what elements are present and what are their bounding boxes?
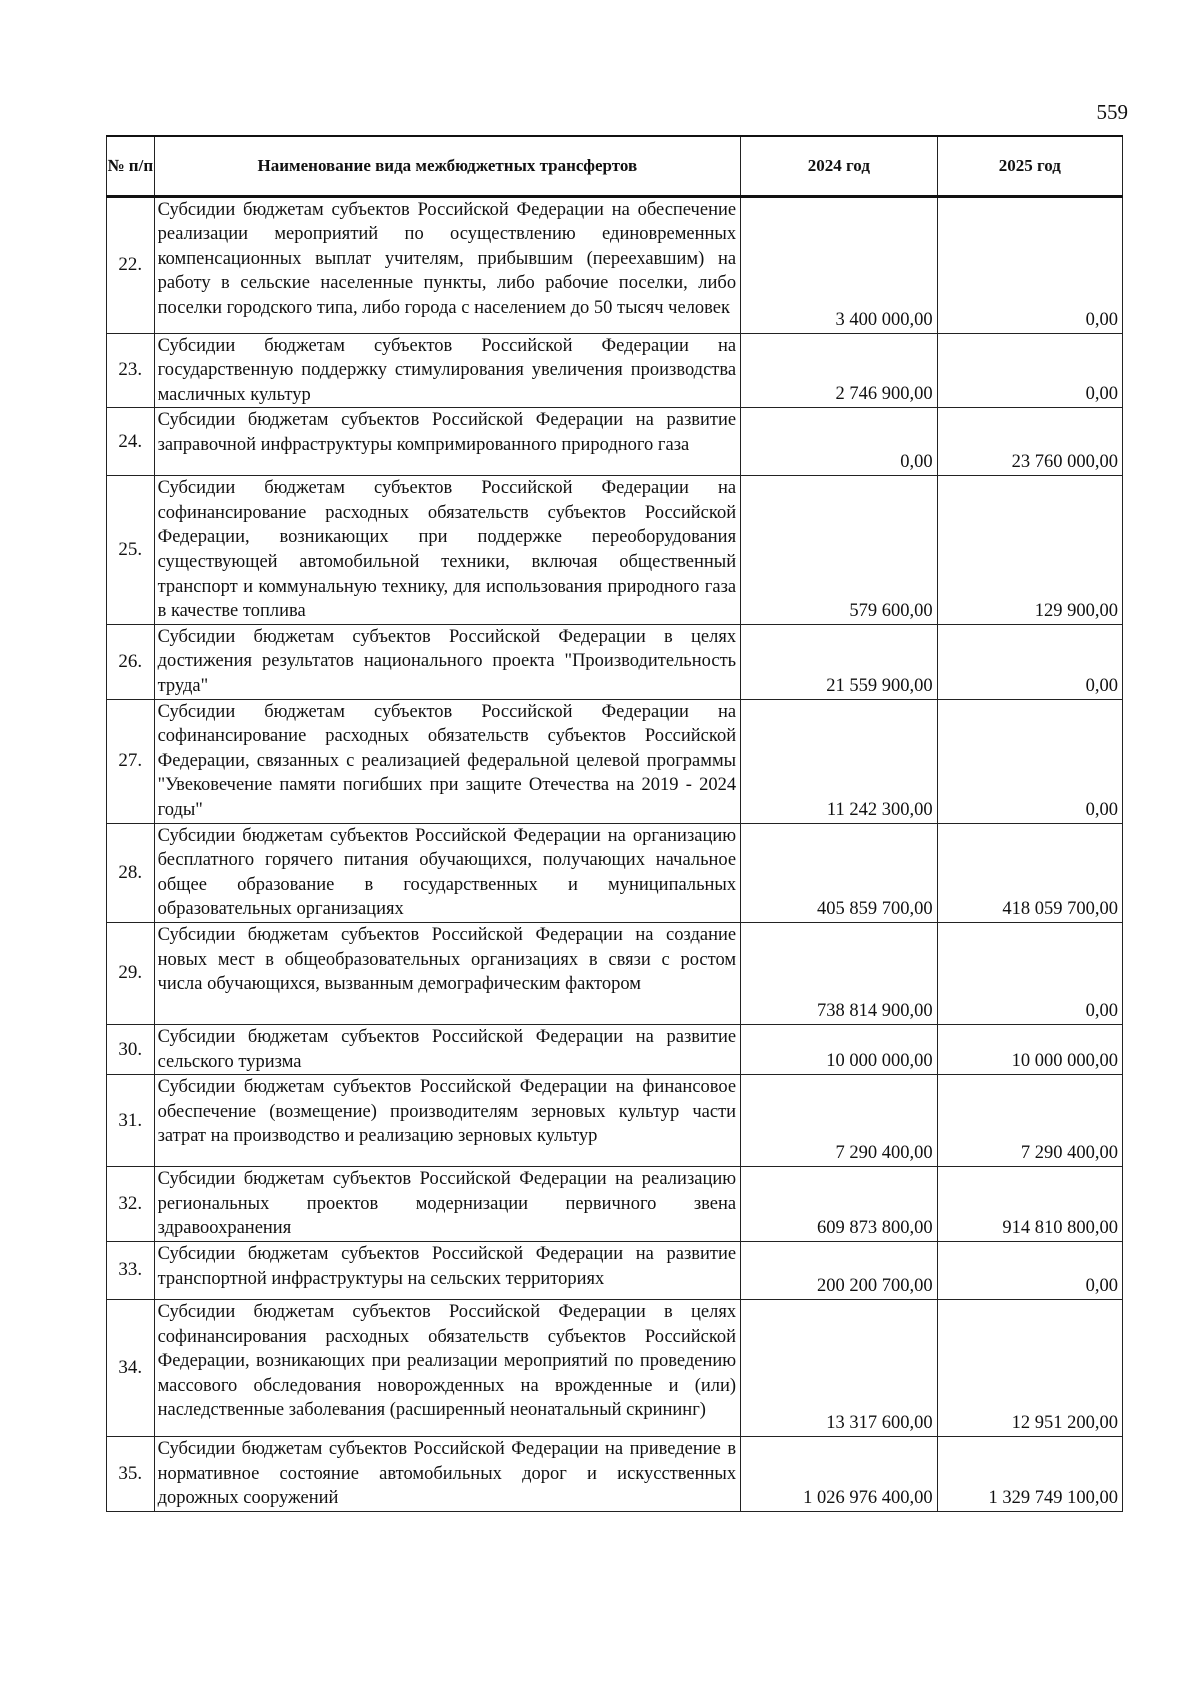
transfer-name: Субсидии бюджетам субъектов Российской Федерации на государственную поддержку стимулирования увеличения производства масличных культур bbox=[154, 333, 741, 408]
table-row bbox=[107, 476, 1123, 625]
amount-2025: 0,00 bbox=[937, 333, 1122, 408]
table-row bbox=[107, 624, 1123, 699]
row-number: 27. bbox=[107, 699, 155, 823]
amount-2025: 7 290 400,00 bbox=[937, 1075, 1122, 1167]
table-row bbox=[107, 333, 1123, 408]
table-row bbox=[107, 1024, 1123, 1074]
row-number: 30. bbox=[107, 1024, 155, 1074]
table-body bbox=[107, 196, 1123, 1511]
amount-2025: 914 810 800,00 bbox=[937, 1167, 1122, 1242]
amount-2024: 11 242 300,00 bbox=[741, 699, 938, 823]
header-number bbox=[107, 136, 155, 196]
amount-2024: 1 026 976 400,00 bbox=[741, 1436, 938, 1511]
amount-2025: 10 000 000,00 bbox=[937, 1024, 1122, 1074]
transfer-name: Субсидии бюджетам субъектов Российской Федерации на софинансирование расходных обязательств субъектов Российской Федерации, возникающих при поддержке переоборудования существующей автомобильной техники, включая общественный транспорт и коммунальную технику, для использования природного газа в качестве топлива bbox=[154, 476, 741, 625]
amount-2025: 418 059 700,00 bbox=[937, 823, 1122, 922]
amount-2024: 3 400 000,00 bbox=[741, 196, 938, 333]
row-number: 22. bbox=[107, 196, 155, 333]
amount-2025: 23 760 000,00 bbox=[937, 408, 1122, 476]
row-number: 24. bbox=[107, 408, 155, 476]
transfer-name: Субсидии бюджетам субъектов Российской Федерации на обеспечение реализации мероприятий по осуществлению единовременных компенсационных выплат учителям, прибывшим (переехавшим) на работу в сельские населенные пункты, либо рабочие поселки, либо поселки городского типа, либо города с населением до 50 тысяч человек bbox=[154, 196, 741, 333]
amount-2024: 200 200 700,00 bbox=[741, 1241, 938, 1299]
row-number: 23. bbox=[107, 333, 155, 408]
amount-2024: 405 859 700,00 bbox=[741, 823, 938, 922]
transfer-name: Субсидии бюджетам субъектов Российской Федерации на софинансирование расходных обязательств субъектов Российской Федерации, связанных с реализацией федеральной целевой программы "Увековечение памяти погибших при защите Отечества на 2019 - 2024 годы" bbox=[154, 699, 741, 823]
transfer-name: Субсидии бюджетам субъектов Российской Федерации в целях достижения результатов национального проекта "Производительность труда" bbox=[154, 624, 741, 699]
amount-2025: 0,00 bbox=[937, 699, 1122, 823]
row-number: 28. bbox=[107, 823, 155, 922]
amount-2024: 10 000 000,00 bbox=[741, 1024, 938, 1074]
amount-2024: 0,00 bbox=[741, 408, 938, 476]
transfers-table bbox=[106, 135, 1123, 1512]
table-row bbox=[107, 408, 1123, 476]
amount-2025: 129 900,00 bbox=[937, 476, 1122, 625]
table-row bbox=[107, 699, 1123, 823]
transfer-name: Субсидии бюджетам субъектов Российской Федерации на организацию бесплатного горячего питания обучающихся, получающих начальное общее образование в государственных и муниципальных образовательных организациях bbox=[154, 823, 741, 922]
transfer-name: Субсидии бюджетам субъектов Российской Федерации на создание новых мест в общеобразовательных организациях в связи с ростом числа обучающихся, вызванным демографическим фактором bbox=[154, 922, 741, 1024]
amount-2024: 579 600,00 bbox=[741, 476, 938, 625]
amount-2024: 13 317 600,00 bbox=[741, 1299, 938, 1436]
transfer-name: Субсидии бюджетам субъектов Российской Федерации на приведение в нормативное состояние автомобильных дорог и искусственных дорожных сооружений bbox=[154, 1436, 741, 1511]
transfer-name: Субсидии бюджетам субъектов Российской Федерации на развитие заправочной инфраструктуры компримированного природного газа bbox=[154, 408, 741, 476]
amount-2024: 738 814 900,00 bbox=[741, 922, 938, 1024]
header-name: Наименование вида межбюджетных трансфертов bbox=[154, 136, 741, 196]
table-row bbox=[107, 1241, 1123, 1299]
amount-2025: 1 329 749 100,00 bbox=[937, 1436, 1122, 1511]
amount-2025: 0,00 bbox=[937, 922, 1122, 1024]
table-row bbox=[107, 823, 1123, 922]
page-number: 559 bbox=[1096, 100, 1128, 124]
table-row bbox=[107, 922, 1123, 1024]
header-year-2025: 2025 год bbox=[937, 136, 1122, 196]
transfer-name: Субсидии бюджетам субъектов Российской Федерации на развитие сельского туризма bbox=[154, 1024, 741, 1074]
row-number: 34. bbox=[107, 1299, 155, 1436]
table-row bbox=[107, 1436, 1123, 1511]
table-header-row bbox=[107, 136, 1123, 196]
row-number: 35. bbox=[107, 1436, 155, 1511]
table-row bbox=[107, 196, 1123, 333]
header-year-2024: 2024 год bbox=[741, 136, 938, 196]
amount-2024: 609 873 800,00 bbox=[741, 1167, 938, 1242]
transfer-name: Субсидии бюджетам субъектов Российской Федерации в целях софинансирования расходных обязательств субъектов Российской Федерации, возникающих при реализации мероприятий по проведению массового обследования новорожденных на врожденные и (или) наследственные заболевания (расширенный неонатальный скрининг) bbox=[154, 1299, 741, 1436]
row-number: 29. bbox=[107, 922, 155, 1024]
table-row bbox=[107, 1167, 1123, 1242]
amount-2025: 0,00 bbox=[937, 624, 1122, 699]
transfer-name: Субсидии бюджетам субъектов Российской Федерации на реализацию региональных проектов модернизации первичного звена здравоохранения bbox=[154, 1167, 741, 1242]
transfer-name: Субсидии бюджетам субъектов Российской Федерации на развитие транспортной инфраструктуры на сельских территориях bbox=[154, 1241, 741, 1299]
amount-2025: 12 951 200,00 bbox=[937, 1299, 1122, 1436]
row-number: 32. bbox=[107, 1167, 155, 1242]
amount-2024: 21 559 900,00 bbox=[741, 624, 938, 699]
row-number: 33. bbox=[107, 1241, 155, 1299]
amount-2024: 7 290 400,00 bbox=[741, 1075, 938, 1167]
table-row bbox=[107, 1299, 1123, 1436]
row-number: 25. bbox=[107, 476, 155, 625]
row-number: 26. bbox=[107, 624, 155, 699]
header-number-label: № п/п bbox=[107, 155, 154, 175]
transfer-name: Субсидии бюджетам субъектов Российской Федерации на финансовое обеспечение (возмещение) производителям зерновых культур части затрат на производство и реализацию зерновых культур bbox=[154, 1075, 741, 1167]
table-row bbox=[107, 1075, 1123, 1167]
amount-2025: 0,00 bbox=[937, 196, 1122, 333]
row-number: 31. bbox=[107, 1075, 155, 1167]
amount-2024: 2 746 900,00 bbox=[741, 333, 938, 408]
amount-2025: 0,00 bbox=[937, 1241, 1122, 1299]
